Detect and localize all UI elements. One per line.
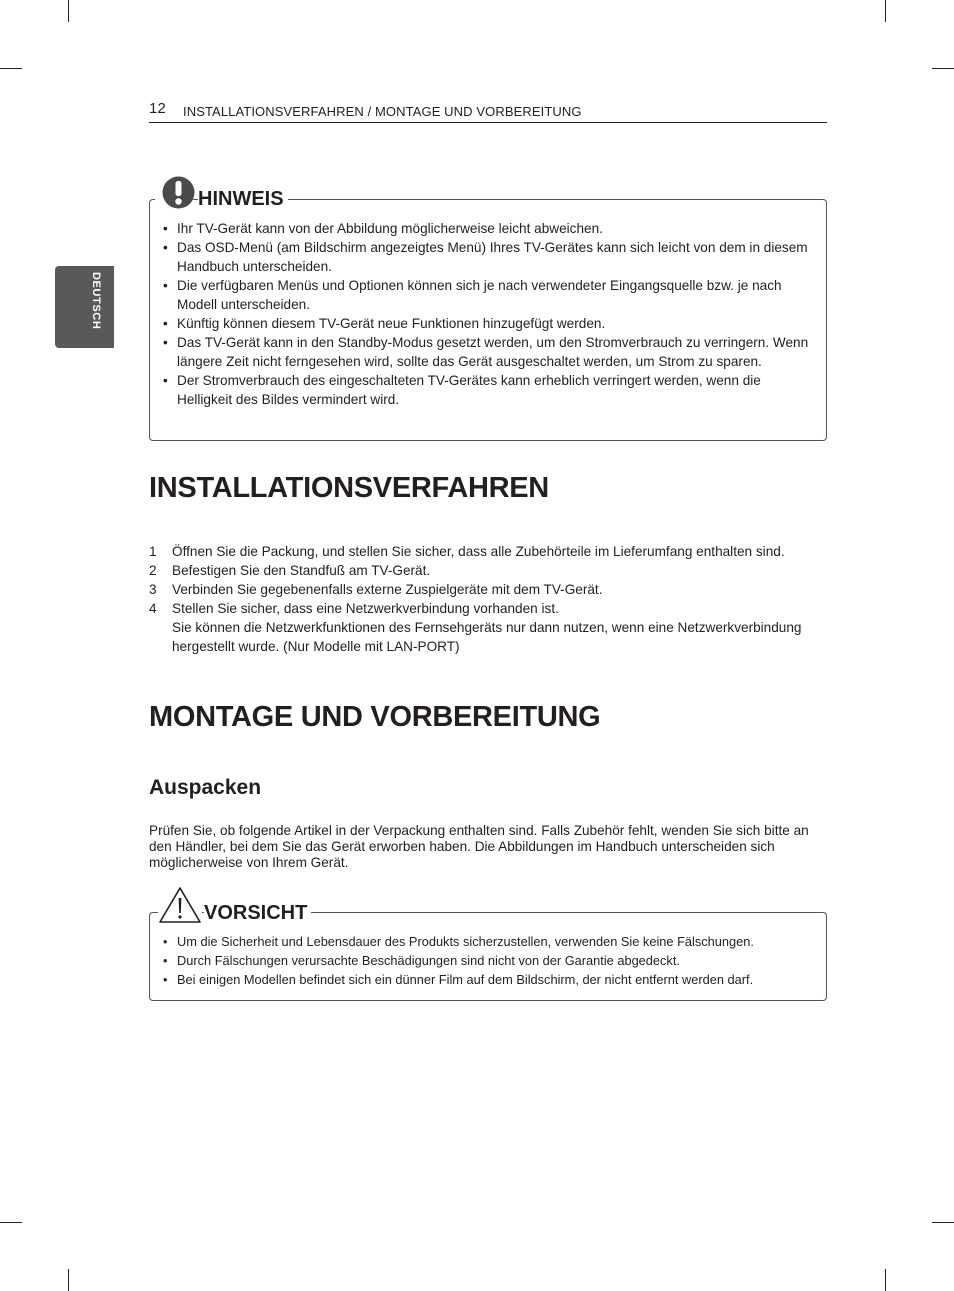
note-item: • Das OSD-Menü (am Bildschirm angezeigtes Menü) Ihres TV-Gerätes kann sich leicht von dem in diesem Handbuch unterscheiden. xyxy=(163,238,815,276)
install-steps xyxy=(149,542,829,656)
note-title: HINWEIS xyxy=(198,188,288,210)
step-item xyxy=(149,599,829,656)
step-text: Verbinden Sie gegebenenfalls externe Zuspielgeräte mit dem TV-Gerät. xyxy=(172,582,603,597)
step-item xyxy=(149,542,829,561)
page-number: 12 xyxy=(149,100,166,117)
note-item: • Das TV-Gerät kann in den Standby-Modus gesetzt werden, um den Stromverbrauch zu verringern. Wenn längere Zeit nicht ferngesehen wird, sollte das Gerät ausgeschaltet werden, um Strom zu sparen. xyxy=(163,333,815,371)
crop-mark xyxy=(68,1269,69,1291)
note-item: • Der Stromverbrauch des eingeschalteten TV-Gerätes kann erheblich verringert werden, wenn die Helligkeit des Bildes vermindert wird. xyxy=(163,371,815,409)
note-item: • Künftig können diesem TV-Gerät neue Funktionen hinzugefügt werden. xyxy=(163,314,815,333)
caution-list xyxy=(163,932,815,989)
step-text: Öffnen Sie die Packung, und stellen Sie sicher, dass alle Zubehörteile im Lieferumfang enthalten sind. xyxy=(172,544,785,559)
note-item: • Ihr TV-Gerät kann von der Abbildung möglicherweise leicht abweichen. xyxy=(163,219,815,238)
crop-mark xyxy=(0,1222,22,1223)
crop-mark xyxy=(932,68,954,69)
montage-heading: MONTAGE UND VORBEREITUNG xyxy=(149,701,601,733)
crop-mark xyxy=(68,0,69,22)
warning-triangle-icon xyxy=(158,886,202,924)
crop-mark xyxy=(885,0,886,22)
crop-mark xyxy=(0,68,22,69)
step-number: 4 xyxy=(149,601,157,616)
crop-mark xyxy=(885,1269,886,1291)
step-number: 2 xyxy=(149,563,157,578)
step-item xyxy=(149,561,829,580)
install-heading: INSTALLATIONSVERFAHREN xyxy=(149,472,549,504)
caution-title: VORSICHT xyxy=(204,902,311,924)
step-number: 3 xyxy=(149,582,157,597)
step-item xyxy=(149,580,829,599)
running-title: INSTALLATIONSVERFAHREN / MONTAGE UND VORBEREITUNG xyxy=(183,104,582,119)
step-detail-text: Sie können die Netzwerkfunktionen des Fernsehgeräts nur dann nutzen, wenn eine Netzwerkverbindung hergestellt wurde. (Nur Modelle mit LAN-PORT) xyxy=(172,620,802,654)
language-tab-label: DEUTSCH xyxy=(90,272,102,330)
crop-mark xyxy=(932,1222,954,1223)
unpacking-subheading: Auspacken xyxy=(149,776,262,799)
page-header xyxy=(149,100,827,123)
caution-item: • Um die Sicherheit und Lebensdauer des Produkts sicherzustellen, verwenden Sie keine Fälschungen. xyxy=(163,932,815,951)
caution-item: • Durch Fälschungen verursachte Beschädigungen sind nicht von der Garantie abgedeckt. xyxy=(163,951,815,970)
step-number: 1 xyxy=(149,544,157,559)
note-list xyxy=(163,219,815,409)
caution-item: • Bei einigen Modellen befindet sich ein dünner Film auf dem Bildschirm, der nicht entfernt werden darf. xyxy=(163,970,815,989)
unpacking-paragraph: Prüfen Sie, ob folgende Artikel in der Verpackung enthalten sind. Falls Zubehör fehlt, wenden Sie sich bitte an den Händler, bei dem Sie das Gerät erworben haben. Die Abbildungen im Handbuch unterscheiden sich möglicherweise von Ihrem Gerät. xyxy=(149,823,809,870)
language-side-tab xyxy=(55,266,114,348)
exclamation-circle-icon xyxy=(162,176,195,209)
step-text: Befestigen Sie den Standfuß am TV-Gerät. xyxy=(172,563,431,578)
note-item: • Die verfügbaren Menüs und Optionen können sich je nach verwendeter Eingangsquelle bzw. je nach Modell unterscheiden. xyxy=(163,276,815,314)
step-text: Stellen Sie sicher, dass eine Netzwerkverbindung vorhanden ist. xyxy=(172,601,559,616)
